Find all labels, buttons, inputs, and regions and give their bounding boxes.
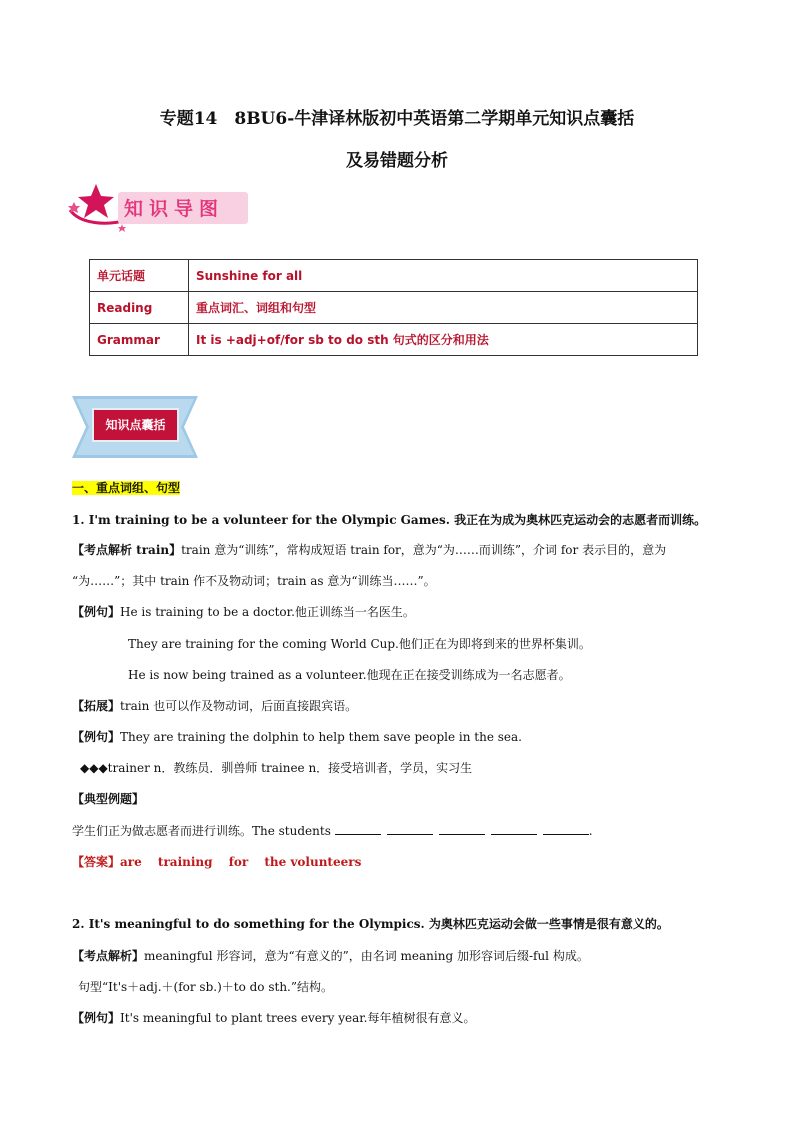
table-row xyxy=(90,324,698,356)
analysis-text: train 意为“训练”，常构成短语 train for，意为“为……而训练”，介词 for 表示目的，意为 xyxy=(181,543,667,557)
item-2-sentence: 2. It's meaningful to do something for the Olympics. 为奥林匹克运动会做一些事情是很有意义的。 xyxy=(72,917,669,931)
knowledge-points-badge: 知识点囊括 xyxy=(92,408,179,442)
table-cell-label: 单元话题 xyxy=(90,260,189,292)
table-cell-value: 重点词汇、词组和句型 xyxy=(189,292,698,324)
answer-blank[interactable] xyxy=(335,823,381,835)
document-title-line-2: 及易错题分析 xyxy=(346,151,448,171)
item-2-example xyxy=(72,1009,476,1026)
example-text: It's meaningful to plant trees every year.每年植树很有意义。 xyxy=(120,1011,476,1025)
exercise-end: . xyxy=(588,824,593,838)
item-1-analysis-line-2: “为……”；其中 train 作不及物动词；train as 意为“训练当……”。 xyxy=(72,574,436,588)
item-1-extend xyxy=(72,697,357,714)
answer-text: are training for the volunteers xyxy=(120,855,362,869)
table-cell-value: Sunshine for all xyxy=(189,260,698,292)
exercise-prompt: 学生们正为做志愿者而进行训练。The students xyxy=(72,824,331,838)
table-cell-value: It is +adj+of/for sb to do sth 句式的区分和用法 xyxy=(189,324,698,356)
analysis-text: meaningful 形容词，意为“有意义的”，由名词 meaning 加形容词后缀-ful 构成。 xyxy=(144,949,589,963)
unit-summary-table xyxy=(89,259,698,356)
example-text: They are training the dolphin to help them save people in the sea. xyxy=(120,730,522,744)
item-1-sentence: 1. I'm training to be a volunteer for the Olympic Games. 我正在为成为奥林匹克运动会的志愿者而训练。 xyxy=(72,513,707,527)
item-1-example-1 xyxy=(72,603,415,620)
table-cell-label: Grammar xyxy=(90,324,189,356)
example-text: He is training to be a doctor.他正训练当一名医生。 xyxy=(120,605,415,619)
extend-text: train 也可以作及物动词，后面直接跟宾语。 xyxy=(120,699,358,713)
extend-tag: 【拓展】 xyxy=(72,699,121,713)
answer-blank[interactable] xyxy=(543,823,589,835)
typical-example-tag: 【典型例题】 xyxy=(72,792,145,806)
item-1-example-3: He is now being trained as a volunteer.他现在正在接受训练成为一名志愿者。 xyxy=(128,668,571,682)
section-heading xyxy=(72,479,180,496)
table-row xyxy=(90,260,698,292)
table-row xyxy=(90,292,698,324)
answer-blank[interactable] xyxy=(439,823,485,835)
analysis-tag: 【考点解析】 xyxy=(72,949,145,963)
item-1-example-4 xyxy=(72,728,522,745)
answer-blank[interactable] xyxy=(491,823,537,835)
table-cell-label: Reading xyxy=(90,292,189,324)
banner-knowledge-map: 知识导图 xyxy=(124,198,225,220)
answer-blank[interactable] xyxy=(387,823,433,835)
example-tag: 【例句】 xyxy=(72,605,121,619)
item-2-pattern: 句型“It's＋adj.＋(for sb.)＋to do sth.”结构。 xyxy=(78,980,334,994)
item-1-vocab-line: ◆◆◆trainer n．教练员．驯兽师 trainee n．接受培训者，学员，实习生 xyxy=(80,761,473,775)
document-title-line-1: 专题14 8BU6-牛津译林版初中英语第二学期单元知识点囊括 xyxy=(159,109,635,129)
answer-tag: 【答案】 xyxy=(72,855,121,869)
example-tag: 【例句】 xyxy=(72,1011,121,1025)
answer-line xyxy=(72,853,361,870)
item-2-analysis xyxy=(72,947,589,964)
analysis-tag: 【考点解析 train】 xyxy=(72,543,182,557)
example-tag: 【例句】 xyxy=(72,730,121,744)
item-1-example-2: They are training for the coming World Cup.他们正在为即将到来的世界杯集训。 xyxy=(128,637,591,651)
item-1-analysis-line-1 xyxy=(72,541,666,558)
section-heading-text: 一、重点词组、句型 xyxy=(72,481,181,495)
exercise-line xyxy=(72,822,593,839)
